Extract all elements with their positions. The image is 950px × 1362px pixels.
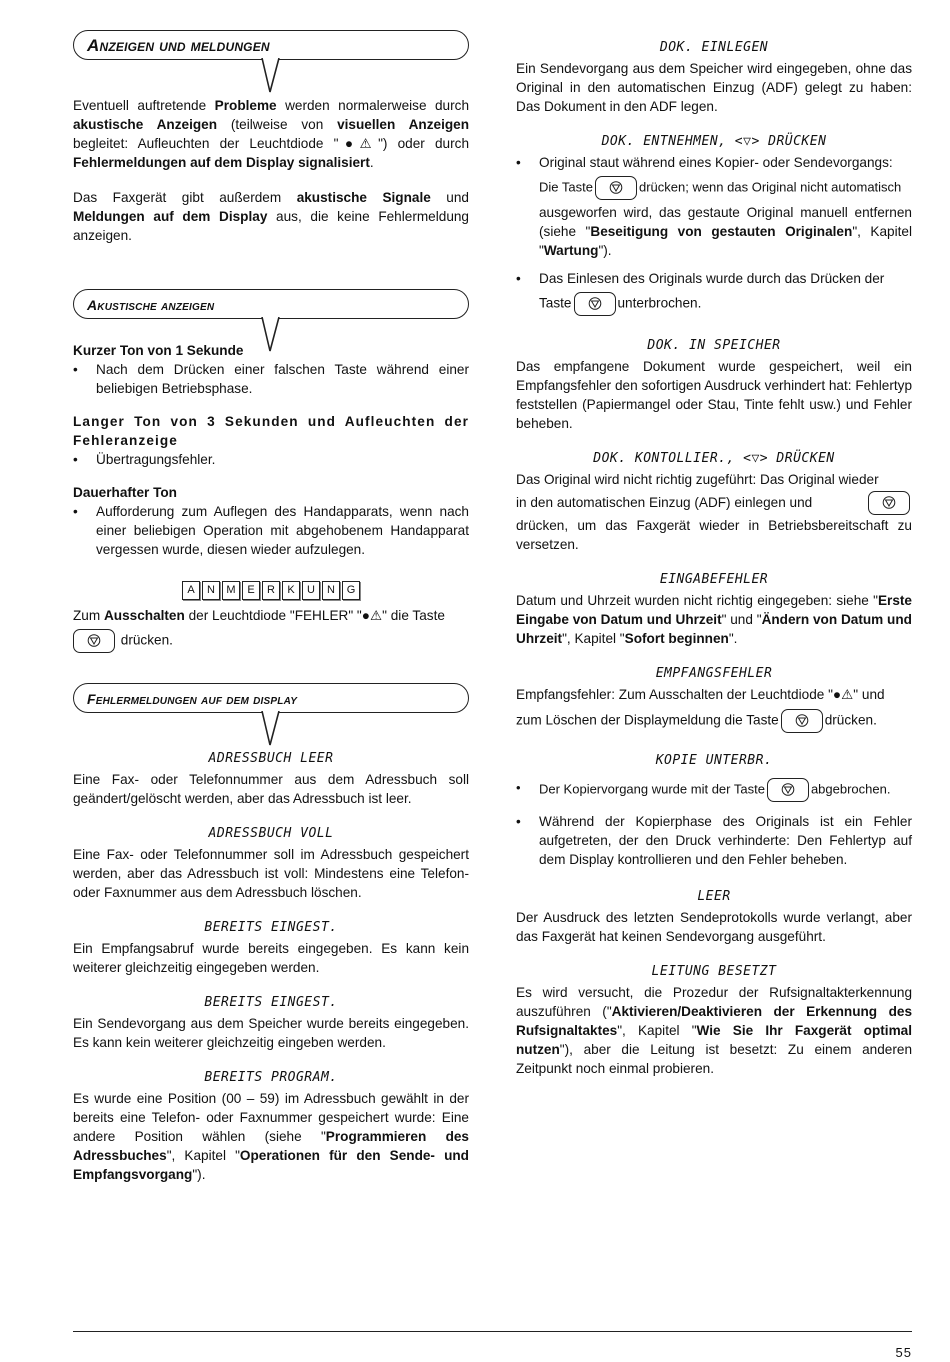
message-text: Das Original wird nicht richtig zugeführt: Das Original wieder [516,472,879,487]
message-title: EMPFANGSFEHLER [655,666,773,681]
message-text: Datum und Uhrzeit wurden nicht richtig eingegeben: siehe "Erste Eingabe von Datum und Uhrzeit" und "Ändern von Datum und Uhrzeit", Kapitel "Sofort beginnen". [516,593,912,646]
note-letter-box: U [302,581,320,600]
section-header-fehlermeldungen [73,683,469,717]
sub-heading: Kurzer Ton von 1 Sekunde [73,343,244,358]
message-title: DOK. ENTNEHMEN, <▽> DRÜCKEN [601,134,827,149]
message-title: EINGABEFEHLER [659,572,769,587]
bullet-continuation: Taste unterbrochen. [516,292,912,316]
speech-tail-icon [261,58,285,94]
message-title: LEITUNG BESETZT [651,964,777,979]
note-letter-box: K [282,581,300,600]
bullet-continuation: ausgeworfen wird, das gestaute Original manuell entfernen (siehe "Beseitigung von gestauten Originalen", Kapitel "Wartung"). [539,205,912,258]
section-title: Akustische anzeigen [87,297,215,313]
message-title: LEER [697,889,731,904]
stop-key-icon [73,629,115,653]
note-letter-box: E [242,581,260,600]
note-letter-box: N [202,581,220,600]
message-title: ADRESSBUCH LEER [208,751,334,766]
note-label [73,579,469,600]
bullet-item: • Aufforderung zum Auflegen des Handapparats, wenn nach einer beliebigen Operation mit abgehobenem Handapparat vergessen wurde, diesen wieder aufzulegen. [73,502,469,559]
message-title: BEREITS EINGEST. [204,995,338,1010]
message-text: Ein Empfangsabruf wurde bereits eingegeben. Es kann kein weiterer gleichzeitig eingegeben werden. [73,941,469,975]
note-letter-box: A [182,581,200,600]
message-title: DOK. EINLEGEN [659,40,769,55]
intro-paragraph-2: Das Faxgerät gibt außerdem akustische Signale und Meldungen auf dem Display aus, die keine Fehlermeldung anzeigen. [73,190,469,243]
message-text: in den automatischen Einzug (ADF) einlegen und [516,493,912,512]
speech-tail-icon [261,317,285,353]
bullet-item: • Nach dem Drücken einer falschen Taste während einer beliebigen Betriebsphase. [73,360,469,398]
message-title: BEREITS EINGEST. [204,920,338,935]
message-title: BEREITS PROGRAM. [204,1070,338,1085]
bullet-item: • Der Kopiervorgang wurde mit der Taste abgebrochen. [516,778,912,802]
message-text: Eine Fax- oder Telefonnummer aus dem Adressbuch soll geändert/gelöscht werden, aber das Adressbuch ist leer. [73,772,469,806]
note-text: Zum Ausschalten der Leuchtdiode "FEHLER" "●⚠" die Taste [73,608,445,623]
message-title: ADRESSBUCH VOLL [208,826,334,841]
message-text: Das empfangene Dokument wurde gespeichert, weil ein Empfangsfehler den sofortigen Ausdruck verhindert hat: Fehlertyp feststellen (Papiermangel oder Stau, Tinte fehlt usw.) und Fehler beheben. [516,359,912,431]
message-text: Es wird versucht, die Prozedur der Rufsignaltakterkennung auszuführen ("Aktivieren/Deaktivieren der Erkennung des Rufsignaltaktes", Kapitel "Wie Sie Ihr Faxgerät optimal nutzen"), aber die Leitung ist besetzt: Zu einem anderen Zeitpunkt noch einmal probieren. [516,985,913,1076]
section-title: Anzeigen und meldungen [87,36,270,55]
stop-key-icon [781,709,823,733]
message-text: Eine Fax- oder Telefonnummer soll im Adressbuch gespeichert werden, aber das Adressbuch ist voll: Mindestens eine Telefon- oder Faxnummer aus dem Adressbuch löschen. [73,847,469,900]
stop-key-icon [595,176,637,200]
note-letter-box: G [342,581,360,600]
note-letter-box: R [262,581,280,600]
right-column [516,38,912,1078]
note-text-2: drücken. [73,629,469,653]
section-title: Fehlermeldungen auf dem display [87,691,298,707]
bullet-item: • Übertragungsfehler. [73,450,469,469]
page-number: 55 [895,1345,912,1360]
bullet-item: • Original staut während eines Kopier- oder Sendevorgangs: [516,153,912,172]
bullet-item: • Das Einlesen des Originals wurde durch das Drücken der [516,269,912,288]
stop-key-icon [767,778,809,802]
message-text: zum Löschen der Displaymeldung die Taste drücken. [516,709,912,733]
message-text: drücken, um das Faxgerät wieder in Betriebsbereitschaft zu versetzen. [516,518,912,552]
intro-paragraph: Eventuell auftretende Probleme werden normalerweise durch akustische Anzeigen (teilweise von visuellen Anzeigen begleitet: Aufleuchten der Leuchtdiode "●⚠") oder durch Fehlermeldungen auf dem Display signalisiert. [73,98,470,170]
message-title: DOK. IN SPEICHER [647,338,781,353]
message-title: KOPIE UNTERBR. [655,753,773,768]
bullet-item: • Während der Kopierphase des Originals ist ein Fehler aufgetreten, der den Druck verhinderte: Den Fehlertyp auf dem Display kontrollieren und den Fehler beheben. [516,812,912,869]
note-letter-box: N [322,581,340,600]
left-column [73,30,469,1184]
message-title: DOK. KONTOLLIER., <▽> DRÜCKEN [593,451,835,466]
bullet-continuation: Die Taste drücken; wenn das Original nicht automatisch [516,176,912,200]
message-text: Es wurde eine Position (00 – 59) im Adressbuch gewählt in der bereits eine Telefon- oder Faxnummer gespeichert wurde: Eine andere Position wählen (siehe "Programmieren des Adressbuches", Kapitel "Operationen für den Sende- und Empfangsvorgang"). [73,1091,469,1182]
section-header-anzeigen [73,30,469,64]
sub-heading: Dauerhafter Ton [73,485,177,500]
note-letter-box: M [222,581,240,600]
message-text: Der Ausdruck des letzten Sendeprotokolls wurde verlangt, aber das Faxgerät hat keinen Sendevorgang ausgeführt. [516,910,912,944]
footer-rule [73,1331,912,1332]
message-text: Ein Sendevorgang aus dem Speicher wurde bereits eingegeben. Es kann kein weiterer gleichzeitig eingeben werden. [73,1016,469,1050]
stop-key-icon [574,292,616,316]
message-text: Ein Sendevorgang aus dem Speicher wird eingegeben, ohne das Original in den automatischen Einzug (ADF) gelegt zu haben: Das Dokument in den ADF legen. [516,61,912,114]
message-text: Empfangsfehler: Zum Ausschalten der Leuchtdiode "●⚠" und [516,687,885,702]
speech-tail-icon [261,711,285,747]
section-header-akustische [73,289,469,323]
sub-heading: Langer Ton von 3 Sekunden und Aufleuchten der Fehleranzeige [73,414,469,448]
stop-key-icon [868,491,910,515]
